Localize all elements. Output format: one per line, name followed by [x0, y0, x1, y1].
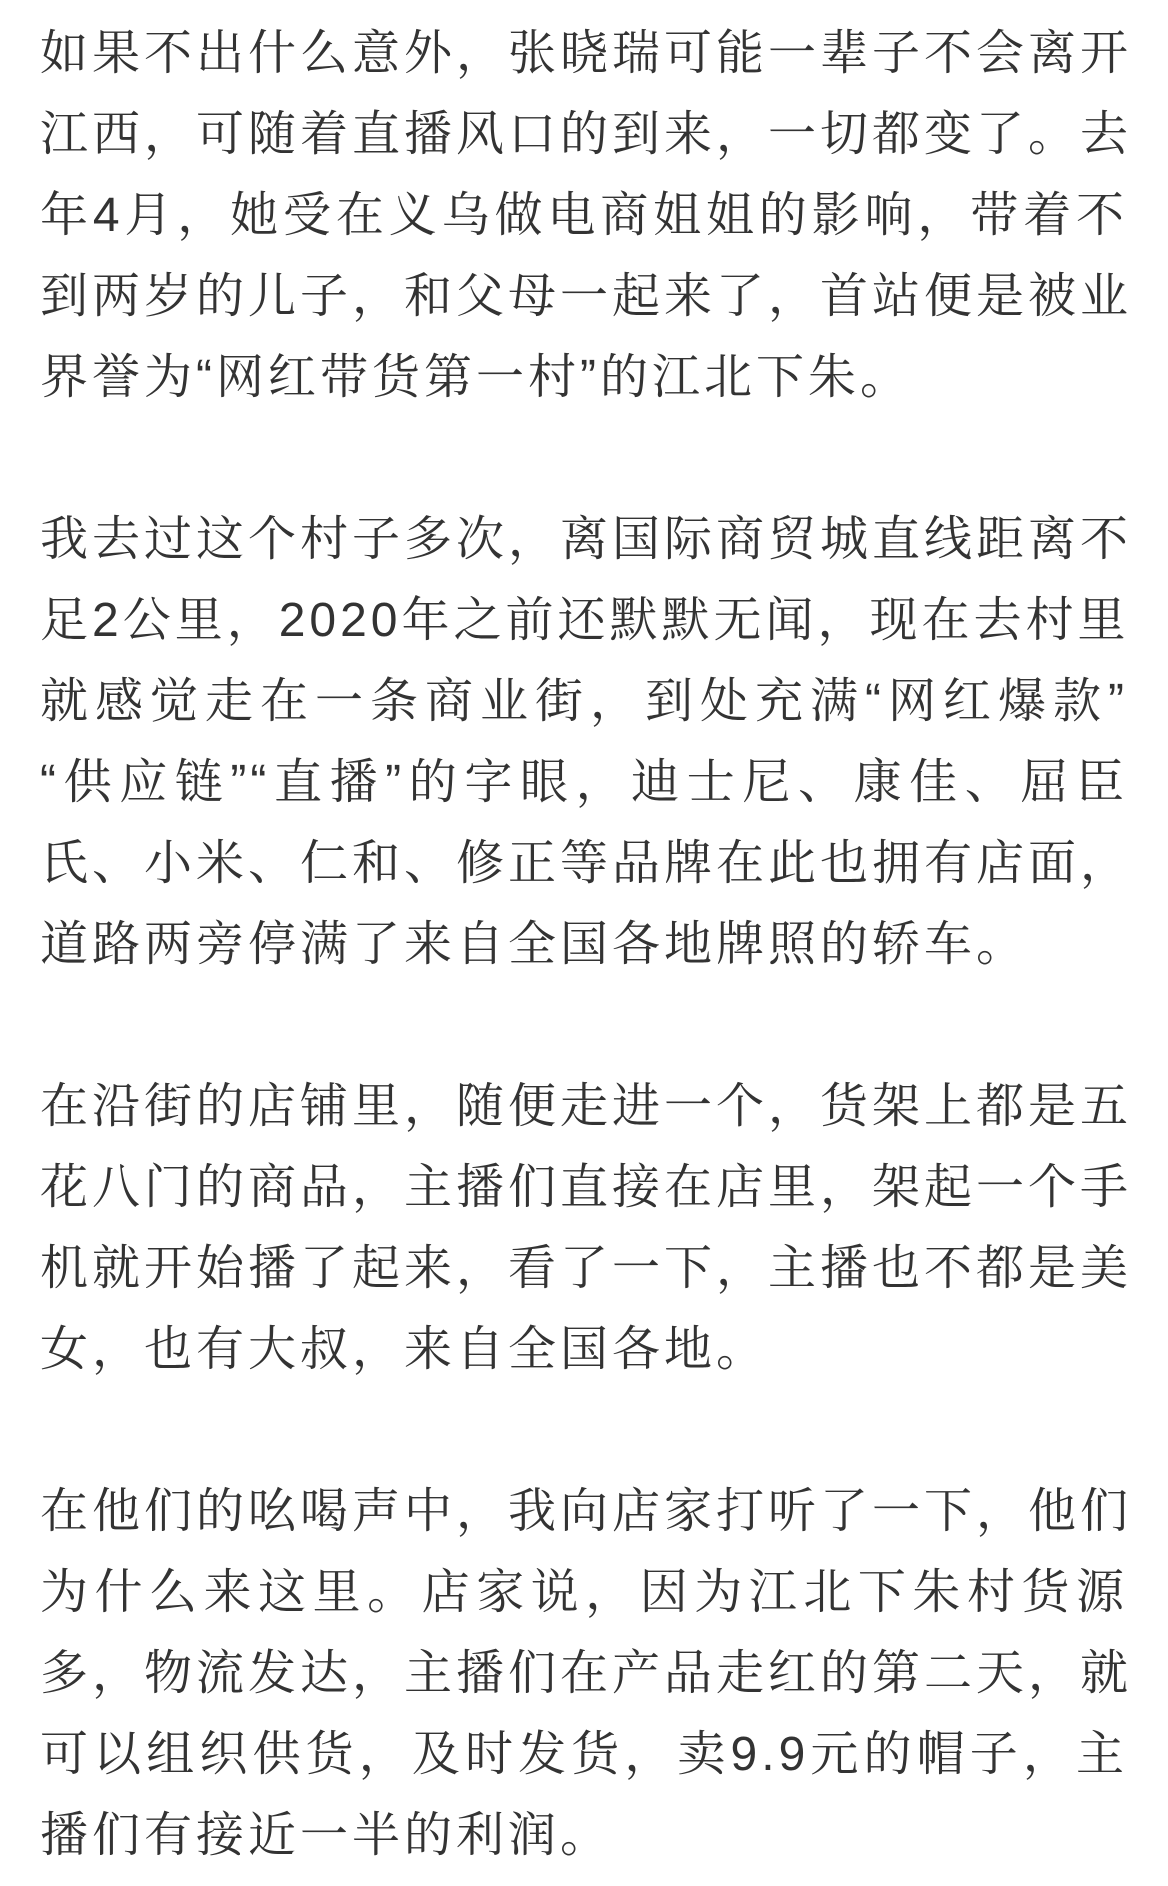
text-line: 机就开始播了起来，看了一下，主播也不都是美	[40, 1242, 1133, 1295]
text-line: 可以组织供货，及时发货，卖9.9元的帽子，主	[40, 1728, 1128, 1781]
text-line: 在沿街的店铺里，随便走进一个，货架上都是五	[40, 1080, 1133, 1133]
text-line: 多，物流发达，主播们在产品走红的第二天，就	[40, 1647, 1133, 1700]
text-line: 界誉为“网红带货第一村”的江北下朱。	[40, 351, 912, 404]
paragraph	[40, 13, 1133, 418]
paragraph	[40, 1471, 1133, 1876]
text-line: 如果不出什么意外，张晓瑞可能一辈子不会离开	[40, 27, 1133, 80]
text-line: 为什么来这里。店家说，因为江北下朱村货源	[40, 1566, 1128, 1619]
text-line: 播们有接近一半的利润。	[40, 1809, 613, 1862]
paragraph	[40, 1066, 1133, 1390]
text-line: “供应链”“直播”的字眼，迪士尼、康佳、屈臣	[40, 756, 1128, 809]
text-line: 我去过这个村子多次，离国际商贸城直线距离不	[40, 513, 1133, 566]
text-line: 足2公里，2020年之前还默默无闻，现在去村里	[40, 594, 1130, 647]
paragraph	[40, 499, 1133, 985]
text-line: 年4月，她受在义乌做电商姐姐的影响，带着不	[40, 189, 1128, 242]
text-line: 江西，可随着直播风口的到来，一切都变了。去	[40, 108, 1133, 161]
text-line: 道路两旁停满了来自全国各地牌照的轿车。	[40, 918, 1029, 971]
text-line: 在他们的吆喝声中，我向店家打听了一下，他们	[40, 1485, 1133, 1538]
text-line: 到两岁的儿子，和父母一起来了，首站便是被业	[40, 270, 1133, 323]
text-line: 女，也有大叔，来自全国各地。	[40, 1323, 769, 1376]
text-line: 就感觉走在一条商业街，到处充满“网红爆款”	[40, 675, 1128, 728]
text-line: 花八门的商品，主播们直接在店里，架起一个手	[40, 1161, 1133, 1214]
text-line: 氏、小米、仁和、修正等品牌在此也拥有店面，	[40, 837, 1133, 890]
